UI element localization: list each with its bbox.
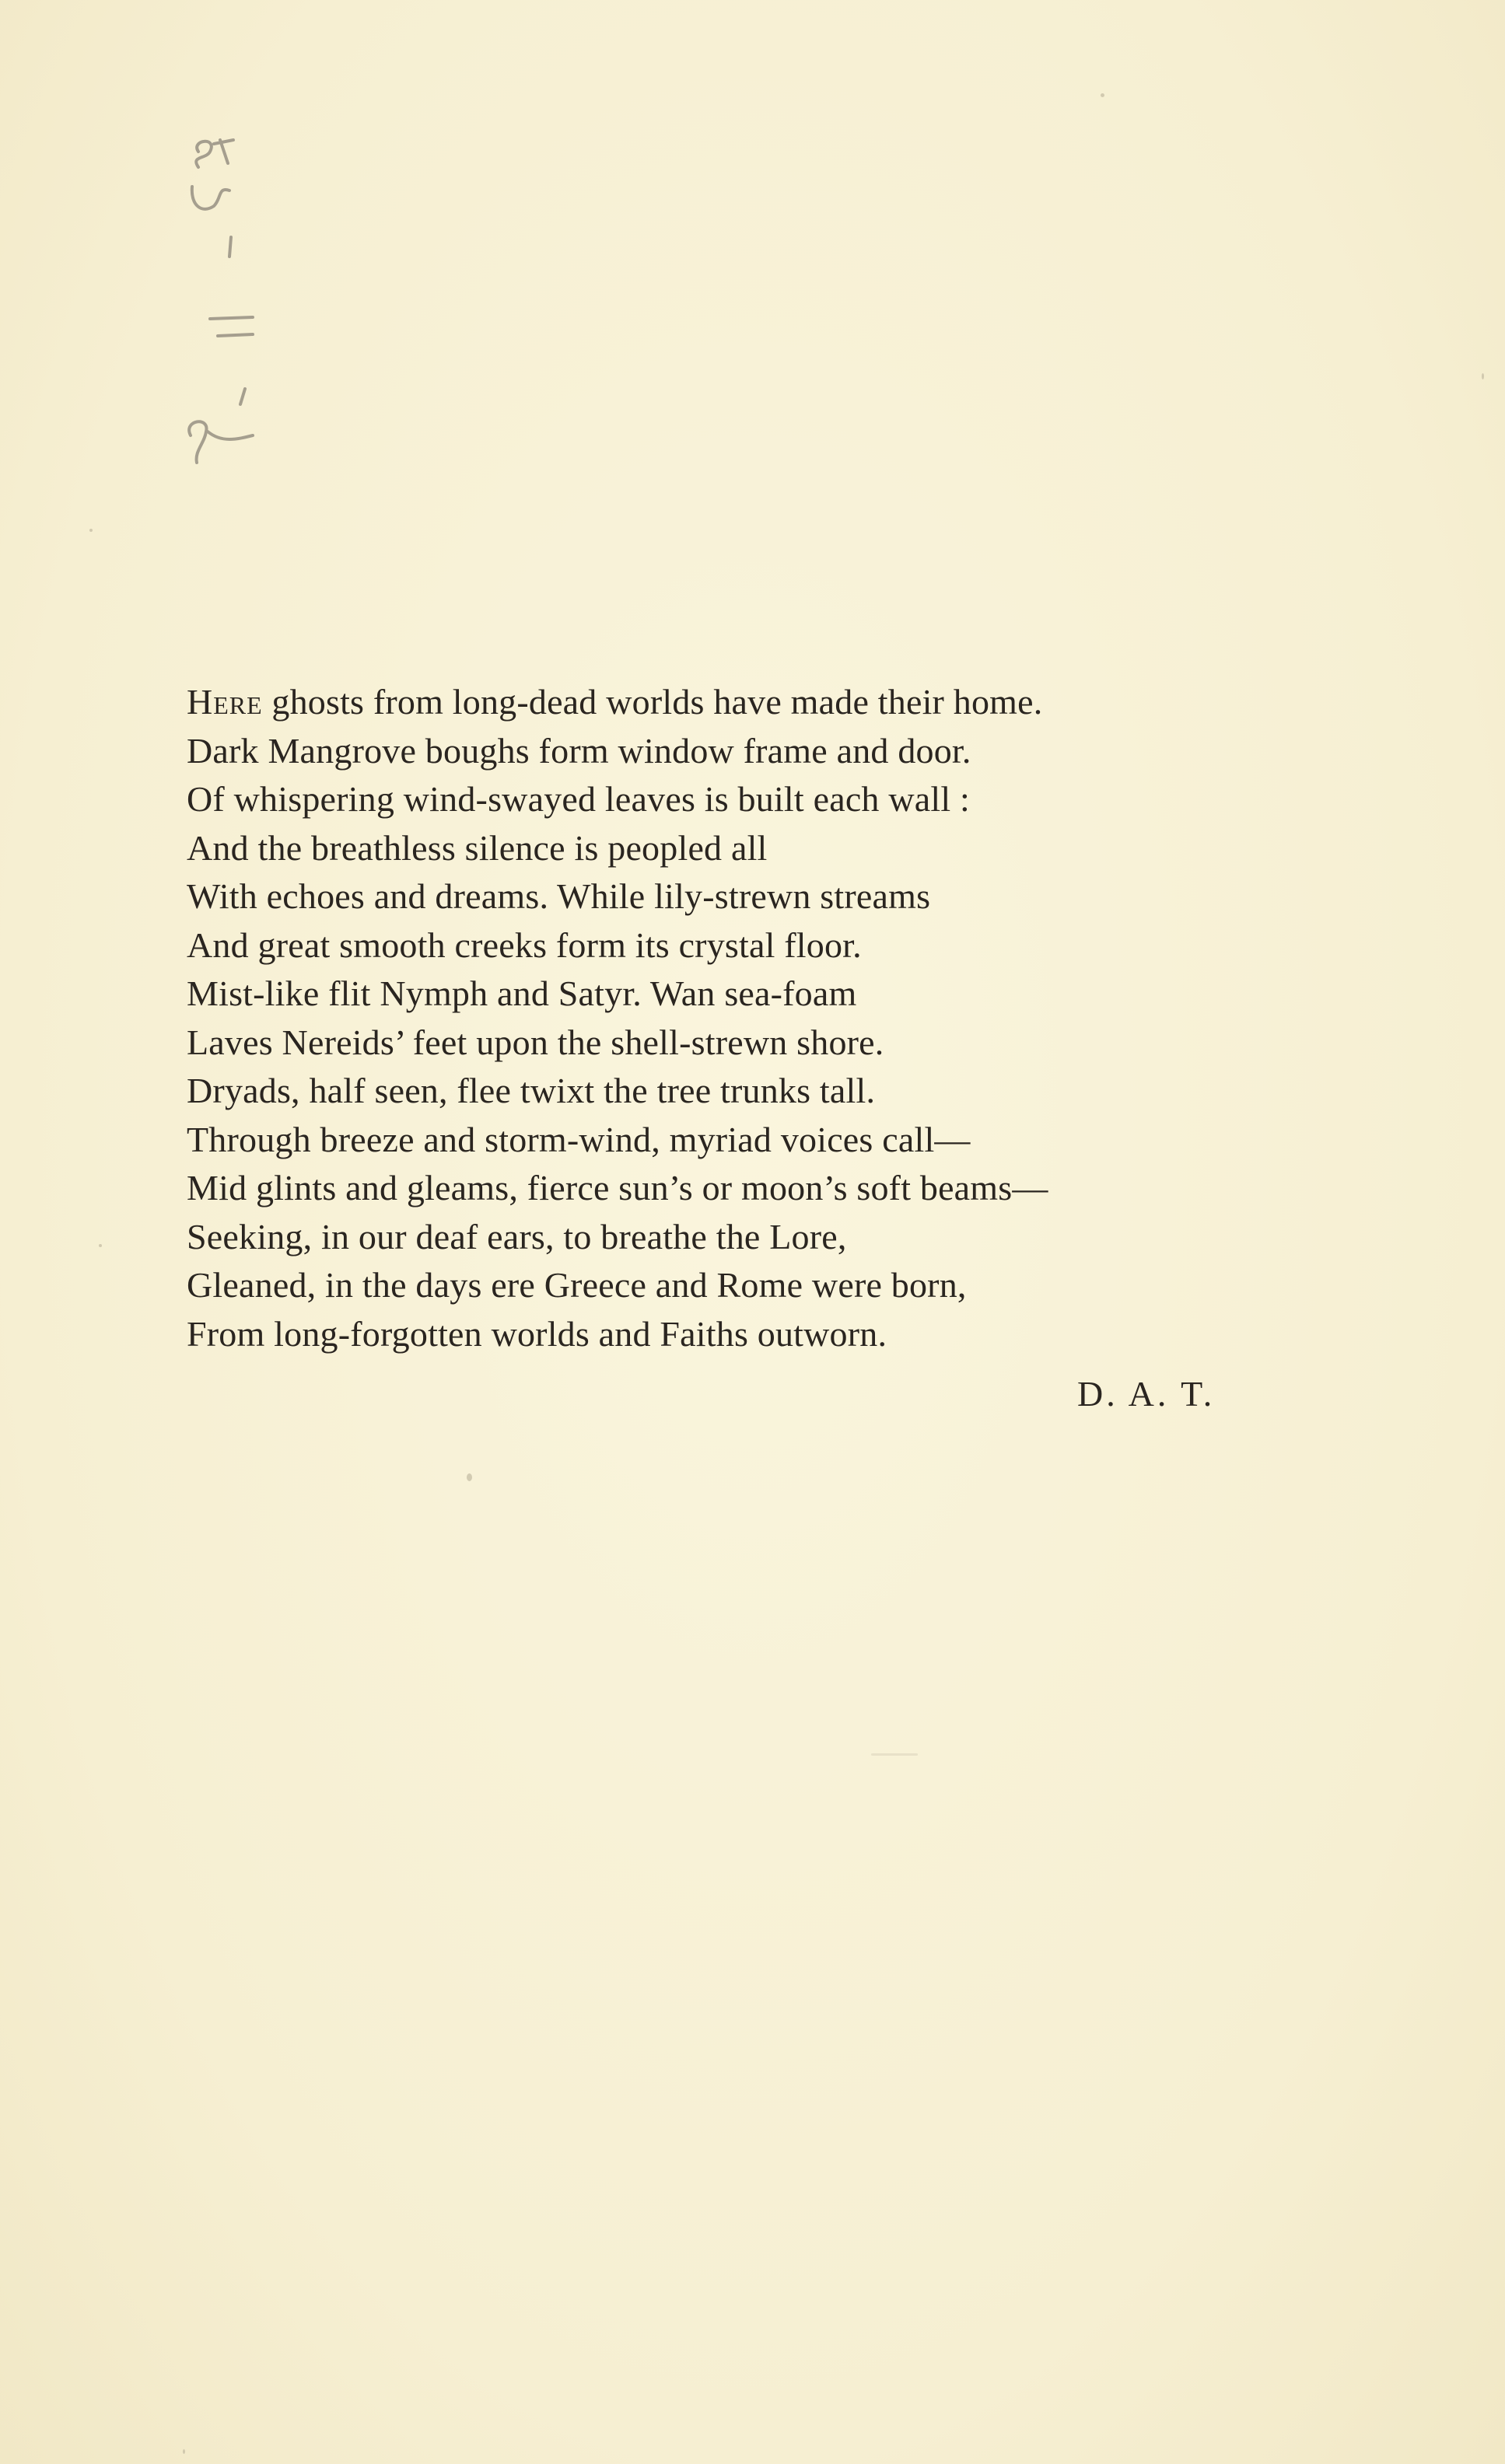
paper-speck: [89, 529, 93, 532]
poem-line-12: Seeking, in our deaf ears, to breathe the Lore,: [187, 1216, 847, 1256]
paper-speck: [99, 1244, 102, 1247]
poem-line-10: Through breeze and storm-wind, myriad voices call—: [187, 1119, 971, 1159]
poem-line-13: Gleaned, in the days ere Greece and Rome were born,: [187, 1265, 967, 1305]
paper-speck: [467, 1473, 472, 1481]
poem: [187, 678, 1276, 1358]
paper-speck: [1482, 373, 1484, 379]
poem-line-3: Of whispering wind-swayed leaves is built each wall :: [187, 779, 971, 819]
poem-first-line-rest: ghosts from long-dead worlds have made their home.: [262, 682, 1043, 722]
handwritten-shelfmark: [175, 132, 268, 490]
poem-line-7: Mist-like flit Nymph and Satyr. Wan sea-foam: [187, 973, 857, 1013]
paper-speck: [183, 2449, 185, 2454]
poem-line-4: And the breathless silence is peopled all: [187, 827, 768, 868]
paper-speck: [1101, 93, 1104, 97]
poem-line-2: Dark Mangrove boughs form window frame and door.: [187, 730, 971, 771]
poem-line-1: [187, 678, 1276, 727]
poem-line-11: Mid glints and gleams, fierce sun’s or moon’s soft beams—: [187, 1168, 1048, 1208]
poem-line-9: Dryads, half seen, flee twixt the tree trunks tall.: [187, 1071, 876, 1110]
poem-line-14: From long-forgotten worlds and Faiths outworn.: [187, 1313, 887, 1354]
poem-line-5: With echoes and dreams. While lily-strewn streams: [187, 876, 931, 916]
poem-line-6: And great smooth creeks form its crystal floor.: [187, 924, 862, 965]
signature-initials: D. A. T.: [1077, 1374, 1216, 1414]
poem-first-word: Here: [187, 682, 263, 722]
paper-speck: [871, 1753, 918, 1756]
poem-line-8: Laves Nereids’ feet upon the shell-strewn shore.: [187, 1022, 884, 1062]
